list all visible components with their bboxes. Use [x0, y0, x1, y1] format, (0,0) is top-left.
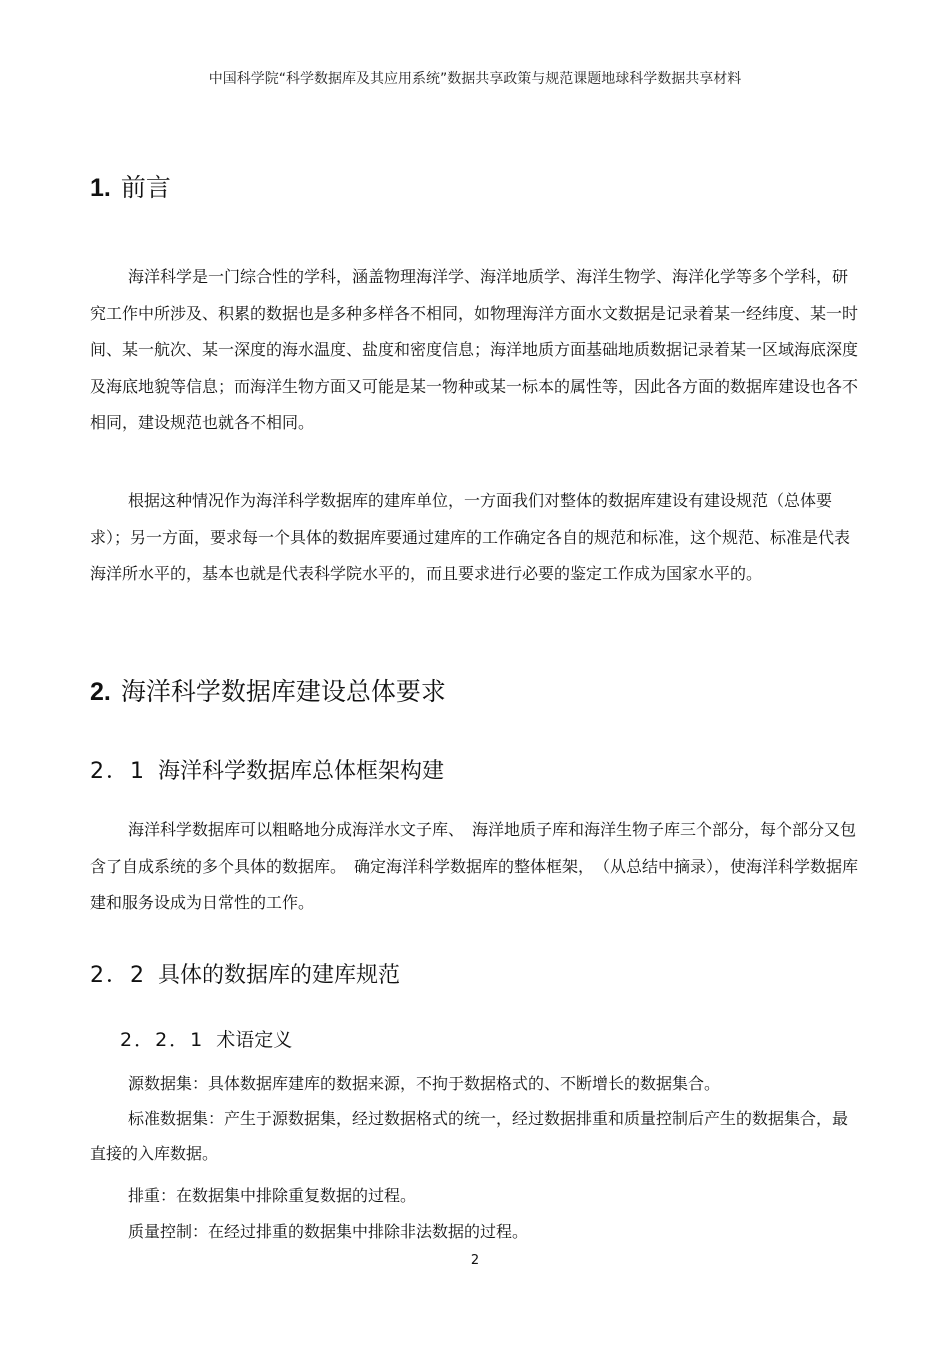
running-header: 中国科学院“科学数据库及其应用系统”数据共享政策与规范课题地球科学数据共享材料 — [208, 71, 742, 87]
section-2-2-1-heading — [120, 1025, 292, 1052]
section-2-title: 海洋科学数据库建设总体要求 — [120, 677, 446, 706]
section-2-1-paragraph: 海洋科学数据库可以粗略地分成海洋水文子库、 海洋地质子库和海洋生物子库三个部分，每个部分又包含了自成系统的多个具体的数据库。 确定海洋科学数据库的整体框架， （从总结中摘录），使海洋科学数据库建和服务设成为日常性的工作。 — [90, 820, 859, 912]
section-2-2-heading — [90, 958, 400, 989]
section-1-title: 前言 — [120, 173, 171, 202]
section-1-number: 1. — [90, 174, 111, 202]
definition-quality-control: 质量控制：在经过排重的数据集中排除非法数据的过程。 — [128, 1222, 529, 1241]
section-2-1-title: 海洋科学数据库总体框架构建 — [158, 759, 445, 784]
section-2-2-1-number: 2．2．1 — [120, 1029, 205, 1051]
section-2-1-heading — [90, 754, 444, 785]
definition-source-dataset: 源数据集：具体数据库建库的数据来源，不拘于数据格式的、不断增长的数据集合。 — [128, 1074, 721, 1093]
section-2-heading — [90, 672, 446, 708]
section-2-2-title: 具体的数据库的建库规范 — [158, 963, 401, 988]
section-2-1-number: 2．1 — [90, 759, 146, 784]
section-1-heading — [90, 168, 171, 204]
definition-standard-dataset: 标准数据集：产生于源数据集，经过数据格式的统一，经过数据排重和质量控制后产生的数据集合，最直接的入库数据。 — [90, 1109, 849, 1163]
section-1-paragraph-1: 海洋科学是一门综合性的学科，涵盖物理海洋学、海洋地质学、海洋生物学、海洋化学等多个学科，研究工作中所涉及、积累的数据也是多种多样各不相同，如物理海洋方面水文数据是记录着某一经纬度、某一时间、某一航次、某一深度的海水温度、盐度和密度信息；海洋地质方面基础地质数据记录着某一区域海底深度及海底地貌等信息；而海洋生物方面又可能是某一物种或某一标本的属性等，因此各方面的数据库建设也各不相同，建设规范也就各不相同。 — [90, 267, 859, 432]
page-number: 2 — [470, 1253, 480, 1268]
definition-deduplication: 排重：在数据集中排除重复数据的过程。 — [128, 1186, 417, 1205]
section-2-2-1-title: 术语定义 — [216, 1029, 293, 1051]
section-2-number: 2. — [90, 678, 111, 706]
section-1-paragraph-2: 根据这种情况作为海洋科学数据库的建库单位，一方面我们对整体的数据库建设有建设规范（总体要求）；另一方面，要求每一个具体的数据库要通过建库的工作确定各自的规范和标准，这个规范、标准是代表海洋所水平的，基本也就是代表科学院水平的，而且要求进行必要的鉴定工作成为国家水平的。 — [90, 491, 851, 583]
section-2-2-number: 2．2 — [90, 963, 146, 988]
